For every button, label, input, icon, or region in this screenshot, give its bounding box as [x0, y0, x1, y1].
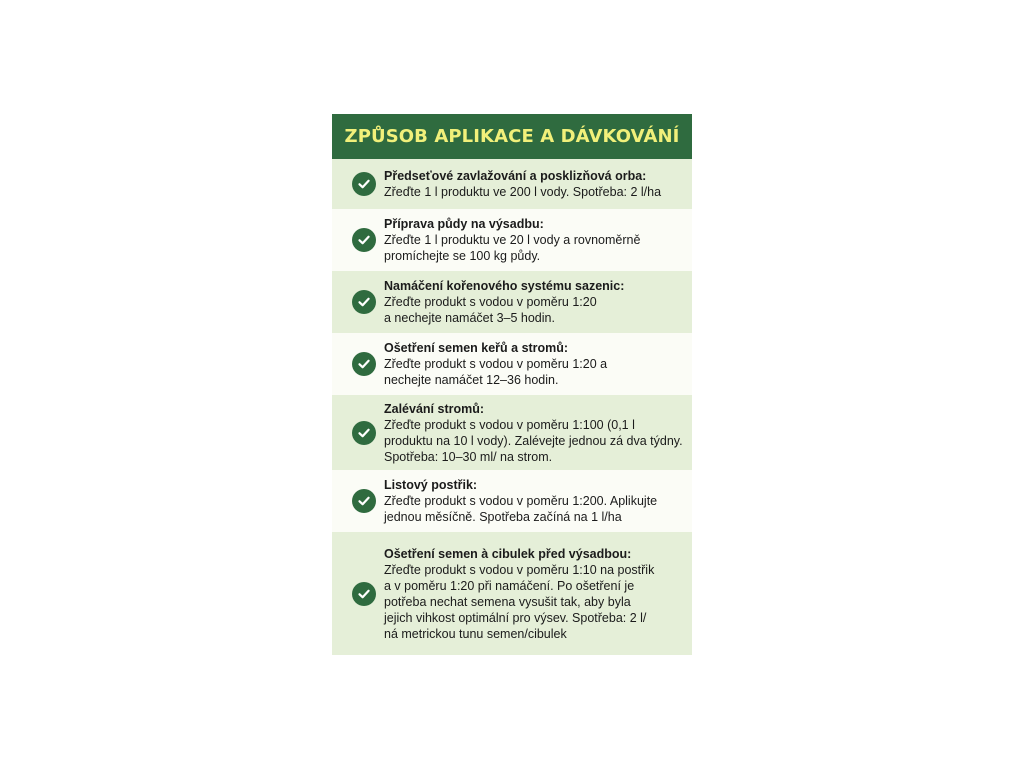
item-line: jednou měsíčně. Spotřeba začíná na 1 l/ha [384, 510, 622, 524]
item-text [384, 168, 688, 200]
item-body [384, 356, 688, 388]
item-body [384, 493, 688, 525]
item-line: a nechejte namáčet 3–5 hodin. [384, 311, 555, 325]
list-item [332, 271, 692, 333]
item-line: Zřeďte produkt s vodou v poměru 1:20 a [384, 357, 608, 371]
item-title: Příprava půdy na výsadbu: [384, 217, 544, 231]
item-body [384, 184, 688, 200]
item-text [384, 340, 688, 388]
item-line: Zřeďte produkt s vodou v poměru 1:10 na postřik [384, 562, 655, 577]
item-line: nechejte namáčet 12–36 hodin. [384, 373, 559, 387]
item-line: jejich vihkost optimální pro výsev. Spotřeba: 2 l/ [384, 610, 647, 625]
instruction-list [332, 159, 692, 655]
check-circle-icon [352, 290, 376, 314]
check-circle-icon [352, 172, 376, 196]
item-line: Zřeďte produkt s vodou v poměru 1:200. Aplikujte [384, 494, 658, 508]
item-text [384, 401, 688, 465]
item-line: Spotřeba: 10–30 ml/ na strom. [384, 449, 553, 464]
list-item [332, 395, 692, 470]
check-circle-icon [352, 421, 376, 445]
item-title: Zalévání stromů: [384, 401, 485, 416]
item-text [384, 278, 688, 326]
item-line: promíchejte se 100 kg půdy. [384, 249, 541, 263]
item-line: Zřeďte 1 l produktu ve 200 l vody. Spotřeba: 2 l/ha [384, 185, 662, 199]
card-title: ZPŮSOB APLIKACE A DÁVKOVÁNÍ [344, 126, 680, 147]
check-circle-icon [352, 582, 376, 606]
dosage-card [332, 114, 692, 655]
item-text [384, 216, 688, 264]
item-line: Zřeďte produkt s vodou v poměru 1:20 [384, 295, 597, 309]
item-line: Zřeďte produkt s vodou v poměru 1:100 (0,1 l [384, 417, 635, 432]
item-line: a v poměru 1:20 při namáčení. Po ošetření je [384, 578, 635, 593]
item-body [384, 232, 688, 264]
item-line: Zřeďte 1 l produktu ve 20 l vody a rovnoměrně [384, 233, 641, 247]
list-item [332, 532, 692, 655]
list-item [332, 159, 692, 209]
check-circle-icon [352, 489, 376, 513]
item-body [384, 417, 688, 465]
item-body [384, 562, 688, 642]
item-text [384, 477, 688, 525]
item-title: Listový postřik: [384, 478, 478, 492]
list-item [332, 209, 692, 271]
check-circle-icon [352, 352, 376, 376]
item-title: Namáčení kořenového systému sazenic: [384, 279, 625, 293]
item-title: Předseťové zavlažování a posklizňová orba: [384, 169, 647, 183]
list-item [332, 333, 692, 395]
item-line: produktu na 10 l vody). Zalévejte jednou zá dva týdny. [384, 433, 683, 448]
item-text [384, 546, 688, 642]
card-header [332, 114, 692, 159]
item-body [384, 294, 688, 326]
item-title: Ošetření semen keřů a stromů: [384, 341, 569, 355]
list-item [332, 470, 692, 532]
item-line: ná metrickou tunu semen/cibulek [384, 626, 567, 641]
item-line: potřeba nechat semena vysušit tak, aby byla [384, 594, 631, 609]
item-title: Ošetření semen à cibulek před výsadbou: [384, 546, 632, 561]
check-circle-icon [352, 228, 376, 252]
